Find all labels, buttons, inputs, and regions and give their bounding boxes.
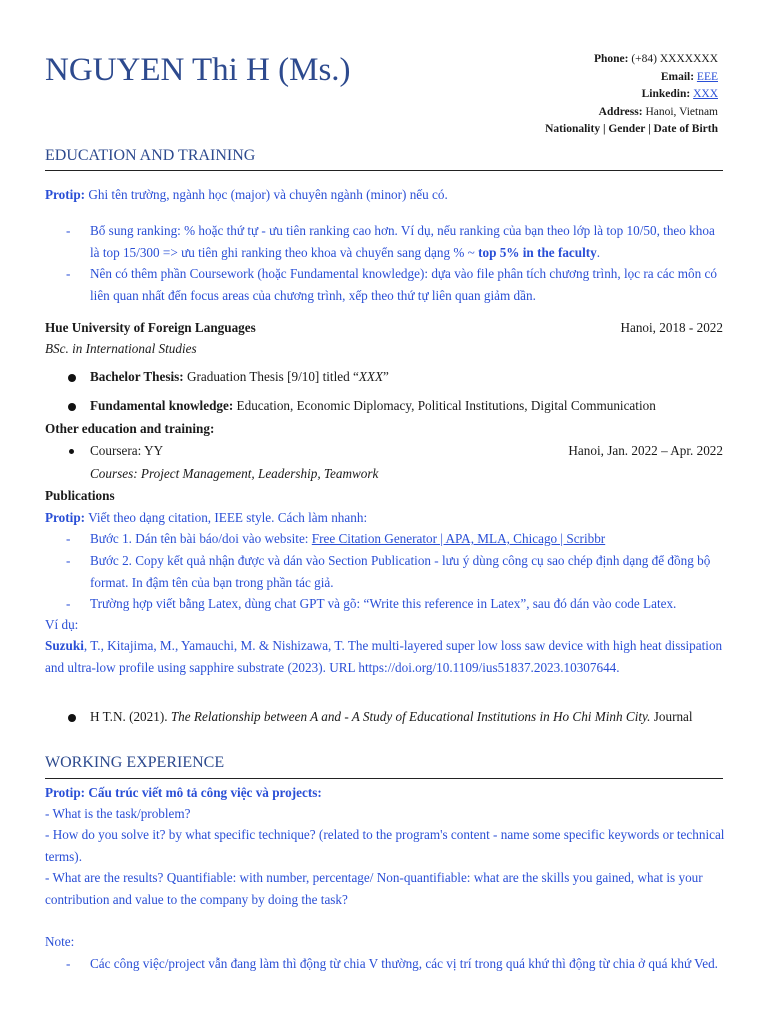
education-protip xyxy=(45,184,448,206)
example-citation-line1: Suzuki, T., Kitajima, M., Yamauchi, M. & Nishizawa, T. The multi-layered super low loss saw device with high heat dissipation xyxy=(45,638,723,653)
university-name: Hue University of Foreign Languages xyxy=(45,320,256,335)
linkedin-line xyxy=(545,86,718,104)
coursera-date: Hanoi, Jan. 2022 – Apr. 2022 xyxy=(568,443,723,458)
work-line: - What are the results? Quantifiable: with number, percentage/ Non-quantifiable: what are the skills you gained, what is your xyxy=(45,870,703,885)
candidate-name: NGUYEN Thi H (Ms.) xyxy=(45,52,351,88)
bullet-dot xyxy=(68,403,76,411)
degree-name: BSc. in International Studies xyxy=(45,341,197,356)
university-location-date: Hanoi, 2018 - 2022 xyxy=(620,320,723,335)
publication-title: The Relationship between A and - A Study of Educational Institutions in Ho Chi Minh City. xyxy=(170,709,651,724)
example-citation-line2: and ultra-low profile using sapphire substrate (2023). URL https://doi.org/10.1109/ius51837.2023.10307644. xyxy=(45,660,620,675)
note-label: Note: xyxy=(45,934,75,949)
nationality-line xyxy=(545,121,718,139)
work-line: - How do you solve it? by what specific technique? (related to the program's content - name some specific keywords or technical xyxy=(45,827,725,842)
publications-protip: Protip: Viết theo dạng citation, IEEE style. Cách làm nhanh: xyxy=(45,510,368,525)
dash-marker: - xyxy=(66,266,71,281)
other-education-title: Other education and training: xyxy=(45,421,215,436)
address-value: Hanoi, Vietnam xyxy=(645,105,718,118)
publications-title: Publications xyxy=(45,488,115,503)
coursera-line: Coursera: YY xyxy=(90,443,164,458)
publication-entry: H T.N. (2021). The Relationship between A and - A Study of Educational Institutions in Ho Chi Minh City. Journal xyxy=(90,709,693,724)
phone-value: (+84) XXXXXXX xyxy=(631,53,718,65)
ranking-highlight: top 5% in the faculty xyxy=(478,244,597,260)
bullet-dot xyxy=(68,374,76,382)
example-label: Ví dụ: xyxy=(45,617,79,632)
work-divider xyxy=(45,778,723,779)
work-line: terms). xyxy=(45,849,82,864)
linkedin-label: Linkedin: xyxy=(641,88,691,100)
step2-item: - Bước 2. Copy kết quả nhận được và dán vào Section Publication - lưu ý dùng công cụ sao chép định dạng để đồng bộ format. In đậm tên của bạn trong phần tác giả. xyxy=(66,553,711,590)
courses-list: Courses: Project Management, Leadership, Teamwork xyxy=(90,466,379,481)
fundamental-line: Fundamental knowledge: Education, Economic Diplomacy, Political Institutions, Digital Communication xyxy=(90,398,656,413)
linkedin-link[interactable]: XXX xyxy=(693,88,718,100)
phone-line xyxy=(545,51,718,69)
step1-item: - Bước 1. Dán tên bài báo/doi vào website: Free Citation Generator | APA, MLA, Chicago | Scribbr xyxy=(66,531,606,546)
education-divider xyxy=(45,170,723,171)
email-line xyxy=(545,69,718,87)
work-line: contribution and value to the company by doing the task? xyxy=(45,892,348,907)
bullet-line: liên quan nhất đến focus areas của chương trình, xếp theo thứ tự liên quan giảm dần. xyxy=(90,287,536,303)
phone-label: Phone: xyxy=(593,53,629,65)
bullet-line: là top 15/300 => ưu tiên ghi ranking theo khoa và chuyển sang dạng % ~ top 5% in the faculty. xyxy=(90,244,601,260)
education-section-title: EDUCATION AND TRAINING xyxy=(45,147,256,164)
protip-label: Protip: xyxy=(45,187,86,202)
bullet-dot xyxy=(69,449,74,454)
nationality-text: Nationality | Gender | Date of Birth xyxy=(545,123,718,135)
bullet-dot xyxy=(68,714,76,722)
example-author-bold: Suzuki xyxy=(45,638,84,653)
work-protip: Protip: Cấu trúc viết mô tả công việc và projects: xyxy=(45,785,322,800)
ranking-bullet xyxy=(0,220,768,264)
fundamental-label: Fundamental knowledge: xyxy=(90,398,234,413)
contact-block xyxy=(545,51,718,139)
thesis-title: XXX xyxy=(358,369,384,384)
email-label: Email: xyxy=(660,70,695,83)
dash-marker: - xyxy=(66,223,71,238)
step3-item: - Trường hợp viết bằng Latex, dùng chat GPT và gõ: “Write this reference in Latex”, sau đó dán vào code Latex. xyxy=(66,596,677,611)
work-section-title: WORKING EXPERIENCE xyxy=(45,754,225,771)
work-line: - What is the task/problem? xyxy=(45,806,191,821)
note-item: - Các công việc/project vẫn đang làm thì động từ chia V thường, các vị trí trong quá khứ thì động từ chia ở quá khứ Ved. xyxy=(66,956,718,971)
thesis-label: Bachelor Thesis: xyxy=(90,369,184,384)
citation-generator-link[interactable]: Free Citation Generator | APA, MLA, Chicago | Scribbr xyxy=(311,531,606,546)
coursework-bullet xyxy=(0,263,768,307)
address-label: Address: xyxy=(598,105,643,118)
thesis-line: Bachelor Thesis: Graduation Thesis [9/10] titled “XXX” xyxy=(90,369,389,384)
bullet-line: Bổ sung ranking: % hoặc thứ tự - ưu tiên ranking cao hơn. Ví dụ, nếu ranking của bạn theo lớp là top 10/50, theo khoa xyxy=(90,223,715,238)
bullet-line: Nên có thêm phần Coursework (hoặc Fundamental knowledge): dựa vào file phân tích chương trình, lọc ra các môn có xyxy=(90,266,717,281)
address-line xyxy=(545,104,718,122)
email-link[interactable]: EEE xyxy=(696,70,718,83)
protip-text: Ghi tên trường, ngành học (major) và chuyên ngành (minor) nếu có. xyxy=(88,187,448,202)
